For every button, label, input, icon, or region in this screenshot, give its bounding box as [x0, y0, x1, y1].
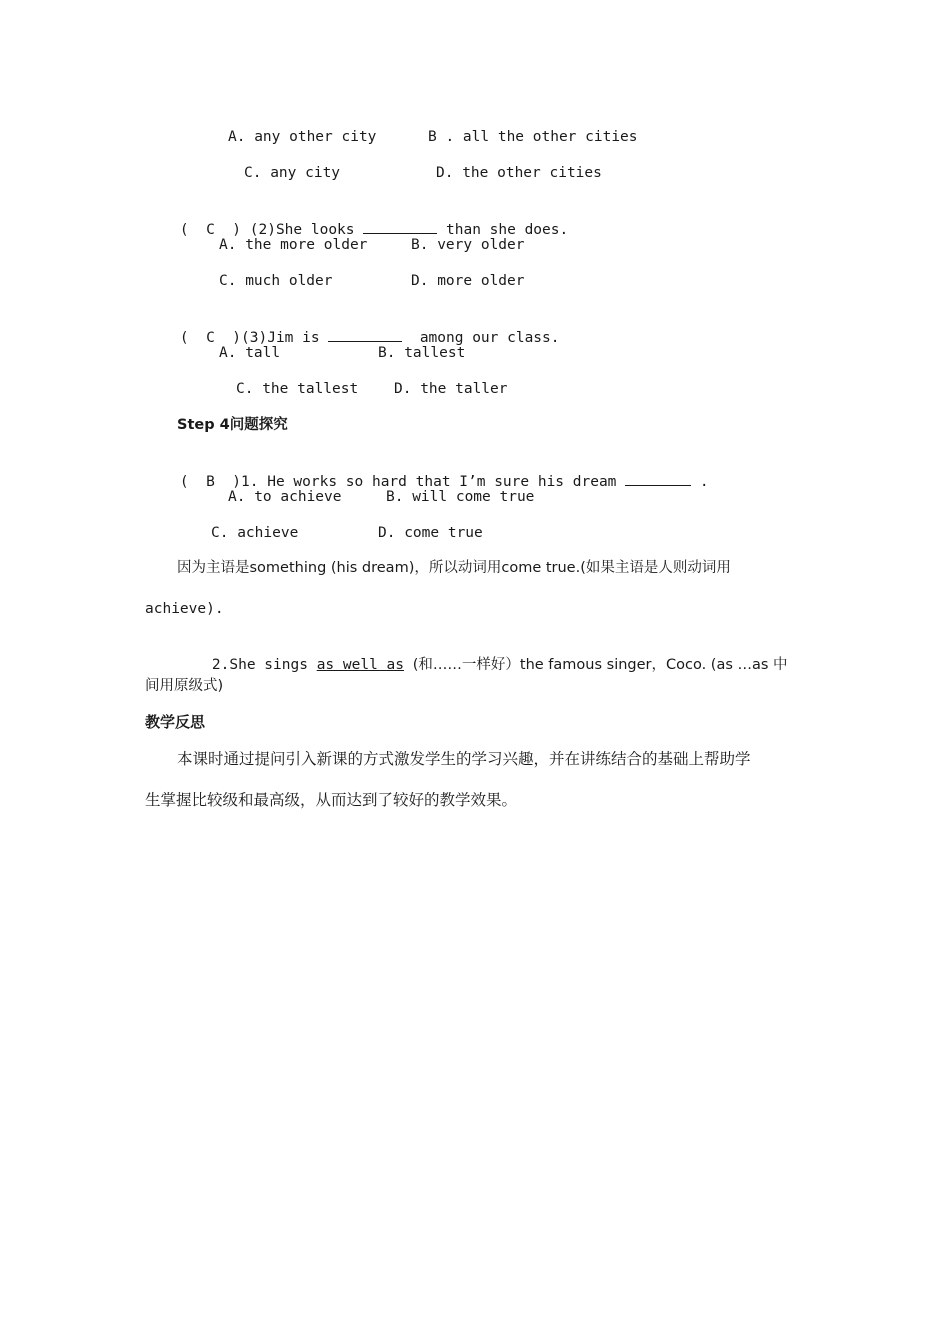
step4-item2-line2: 间用原级式) — [145, 678, 224, 694]
step4-explanation-line2: achieve). — [145, 601, 224, 617]
step4-explanation-line1: 因为主语是something (his dream)，所以动词用come true.(如果主语是人则动词用 — [177, 560, 731, 576]
q3-blank — [328, 327, 402, 342]
step4-option-b: B. will come true — [386, 489, 535, 505]
q3-option-b: B. tallest — [378, 345, 466, 361]
q2-answer-and-stem: ( C ) (2)She looks — [179, 222, 355, 238]
reflection-line2: 生掌握比较级和最高级，从而达到了较好的教学效果。 — [145, 791, 518, 809]
q3-answer-and-stem: ( C )(3)Jim is — [179, 330, 320, 346]
q3-option-c: C. the tallest — [236, 381, 359, 397]
q2-option-c: C. much older — [219, 273, 333, 289]
step4-item2-post: (和……一样好）the famous singer，Coco. (as …as 中 — [412, 657, 788, 673]
q3-stem — [145, 307, 560, 368]
step4-q1-blank — [625, 471, 691, 486]
q3-stem-tail: among our class. — [419, 330, 560, 346]
q2-stem-tail: than she does. — [446, 222, 569, 238]
q1-option-c: C. any city — [244, 165, 341, 181]
q1-option-a: A. any other city — [228, 129, 377, 145]
step4-option-c: C. achieve — [211, 525, 299, 541]
step4-heading: Step 4问题探究 — [177, 417, 288, 433]
q2-blank — [363, 219, 437, 234]
step4-item2-pre: 2.She sings — [211, 657, 308, 673]
reflection-line1: 本课时通过提问引入新课的方式激发学生的学习兴趣，并在讲练结合的基础上帮助学 — [177, 750, 751, 768]
q3-option-a: A. tall — [219, 345, 281, 361]
step4-option-d: D. come true — [378, 525, 483, 541]
q1-option-b: B . all the other cities — [428, 129, 638, 145]
q2-option-a: A. the more older — [219, 237, 368, 253]
q3-option-d: D. the taller — [394, 381, 508, 397]
step4-q1-text: ( B )1. He works so hard that I’m sure his dream — [179, 474, 617, 490]
step4-q1-end: . — [699, 474, 709, 490]
q2-option-b: B. very older — [411, 237, 525, 253]
reflection-heading: 教学反思 — [145, 713, 206, 731]
step4-option-a: A. to achieve — [228, 489, 342, 505]
q1-option-d: D. the other cities — [436, 165, 602, 181]
step4-item2-underlined: as well as — [316, 657, 404, 673]
step4-item2-line1 — [177, 635, 788, 695]
q2-option-d: D. more older — [411, 273, 525, 289]
